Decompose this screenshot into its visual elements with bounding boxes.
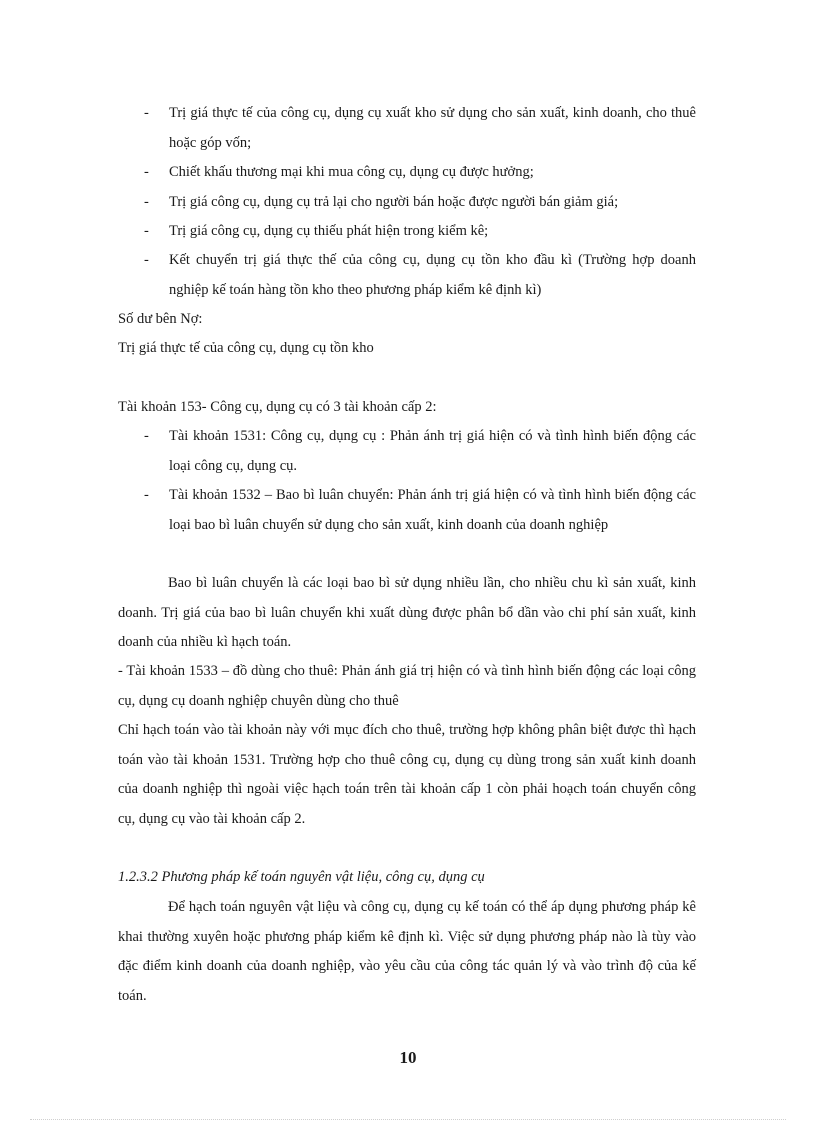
- bullet-dash: -: [144, 252, 149, 268]
- bullet-item-tk1532: [118, 481, 696, 540]
- bullet-text: Kết chuyển trị giá thực thế của công cụ, dụng cụ tồn kho đầu kì (Trường hợp doanh nghiệp kế toán hàng tồn kho theo phương pháp kiểm kê định kì): [169, 252, 696, 298]
- chi-hach-toan-paragraph: Chỉ hạch toán vào tài khoản này với mục đích cho thuê, trường hợp không phân biệt được thì hạch toán vào tài khoản 1531. Trường hợp cho thuê công cụ, dụng cụ dùng trong sản xuất kinh doanh của doanh nghiệp thì ngoài việc hạch toán trên tài khoản cấp 1 còn phải hoạch toán chuyển công cụ, dụng cụ vào tài khoản cấp 2.: [118, 722, 696, 827]
- page-number: 10: [399, 1048, 417, 1067]
- footer-divider: [30, 1119, 786, 1120]
- bullet-text: Trị giá thực tế của công cụ, dụng cụ xuất kho sử dụng cho sản xuất, kinh doanh, cho thuê hoặc góp vốn;: [169, 105, 696, 151]
- so-du-text: Trị giá thực tế của công cụ, dụng cụ tồn kho: [118, 340, 374, 356]
- bullet-item: [118, 158, 696, 188]
- tk1533-paragraph: - Tài khoản 1533 – đồ dùng cho thuê: Phản ánh giá trị hiện có và tình hình biến động các loại công cụ, dụng cụ doanh nghiệp chuyên dùng cho thuê: [118, 663, 696, 709]
- bullet-dash: -: [144, 487, 149, 503]
- bullet-dash: -: [144, 223, 149, 239]
- bullet-text: Tài khoản 1532 – Bao bì luân chuyển: Phản ánh trị giá hiện có và tình hình biến động các loại bao bì luân chuyển sử dụng cho sản xuất, kinh doanh của doanh nghiệp: [169, 487, 696, 533]
- bullet-text: Trị giá công cụ, dụng cụ trả lại cho người bán hoặc được người bán giảm giá;: [169, 194, 619, 210]
- section-paragraph: Để hạch toán nguyên vật liệu và công cụ, dụng cụ kế toán có thể áp dụng phương pháp kê khai thường xuyên hoặc phương pháp kiểm kê định kì. Việc sử dụng phương pháp nào là tùy vào đặc điểm kinh doanh của doanh nghiệp, vào yêu cầu của công tác quản lý và vào trình độ của kế toán.: [118, 899, 696, 1004]
- section-heading: 1.2.3.2 Phương pháp kế toán nguyên vật liệu, công cụ, dụng cụ: [118, 869, 485, 885]
- bullet-item-tk1531: [118, 422, 696, 481]
- bullet-item: [118, 99, 696, 158]
- bullet-item: [118, 246, 696, 305]
- so-du-label: Số dư bên Nợ:: [118, 311, 203, 327]
- bullet-text: Trị giá công cụ, dụng cụ thiếu phát hiện trong kiểm kê;: [169, 223, 489, 239]
- bao-bi-paragraph: Bao bì luân chuyển là các loại bao bì sử dụng nhiều lần, cho nhiều chu kì sản xuất, kinh doanh. Trị giá của bao bì luân chuyển khi xuất dùng được phân bổ dần vào chi phí sản xuất, kinh doanh của nhiều kì hạch toán.: [118, 575, 696, 650]
- bullet-text: Chiết khấu thương mại khi mua công cụ, dụng cụ được hưởng;: [169, 164, 534, 180]
- bullet-dash: -: [144, 164, 149, 180]
- bullet-dash: -: [144, 428, 149, 444]
- bullet-item: [118, 188, 696, 218]
- tk153-intro: Tài khoản 153- Công cụ, dụng cụ có 3 tài khoản cấp 2:: [118, 399, 437, 415]
- bullet-dash: -: [144, 194, 149, 210]
- bullet-dash: -: [144, 105, 149, 121]
- bullet-item: [118, 217, 696, 247]
- bullet-text: Tài khoản 1531: Công cụ, dụng cụ : Phản ánh trị giá hiện có và tình hình biến động các loại công cụ, dụng cụ.: [169, 428, 696, 474]
